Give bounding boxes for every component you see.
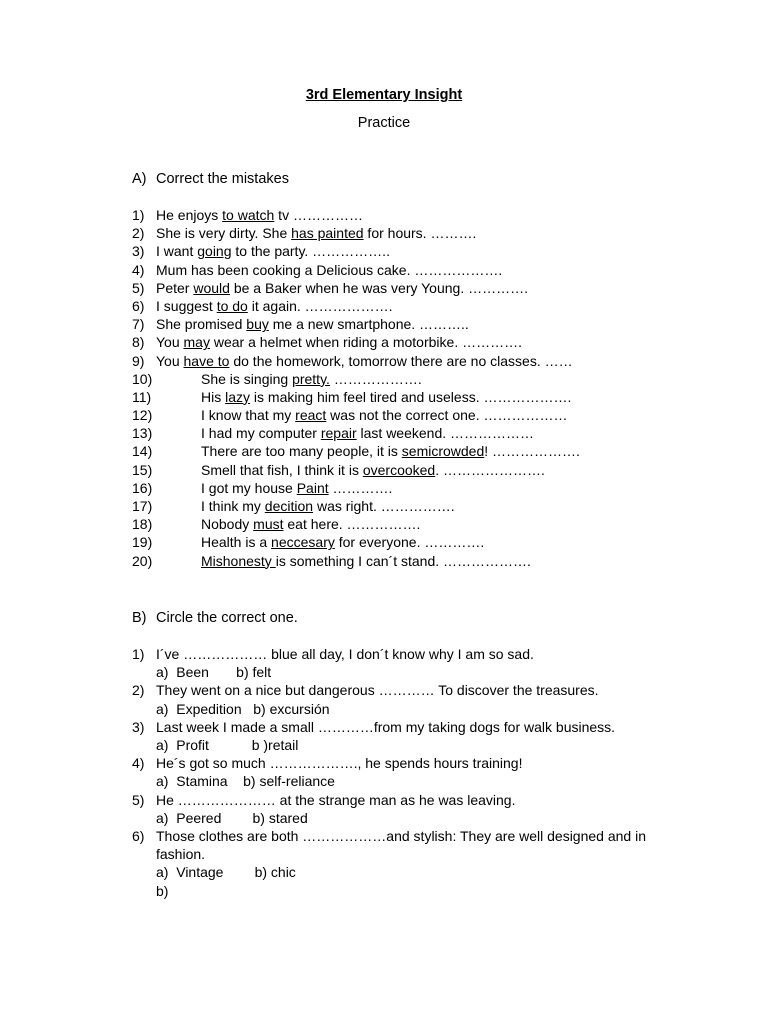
- exercise-a-item: [132, 442, 692, 460]
- item-number: 2): [132, 225, 145, 242]
- item-sentence: [201, 388, 571, 406]
- item-sentence: [156, 279, 528, 297]
- item-number: 14): [132, 443, 153, 460]
- section-a-list: [132, 206, 692, 570]
- exercise-b-item: [132, 791, 672, 809]
- item-sentence: [201, 552, 531, 570]
- item-number: 17): [132, 498, 153, 514]
- question-text: They went on a nice but dangerous ………… To discover the treasures.: [156, 682, 599, 699]
- answer-options: a) Been b) felt: [156, 664, 272, 681]
- underlined-mistake: react: [295, 407, 327, 424]
- underlined-mistake: may: [183, 334, 210, 351]
- item-number: 6): [132, 297, 145, 314]
- sentence-end: me a new smartphone. ………..: [268, 316, 469, 333]
- item-number: 16): [132, 479, 153, 496]
- underlined-mistake: has painted: [291, 225, 364, 242]
- sentence-end: for hours. ……….: [363, 225, 477, 242]
- sentence-start: Peter: [156, 279, 194, 296]
- sentence-start: You: [156, 334, 184, 351]
- sentence-start: I think my: [201, 498, 265, 514]
- underlined-mistake: Mishonesty: [201, 552, 276, 569]
- item-sentence: [156, 352, 573, 370]
- exercise-a-item: [132, 315, 692, 333]
- underlined-mistake: have to: [183, 352, 230, 369]
- item-sentence: [201, 533, 484, 551]
- sentence-end: ………….: [328, 479, 393, 496]
- item-sentence: [201, 442, 580, 460]
- page-subtitle: Practice: [357, 115, 411, 131]
- exercise-a-item: [132, 224, 692, 242]
- item-number: 13): [132, 425, 153, 442]
- sentence-start: Health is a: [201, 534, 272, 551]
- answer-options: a) Peered b) stared: [156, 809, 308, 826]
- sentence-end: is making him feel tired and useless. ……………….: [250, 388, 572, 405]
- underlined-mistake: to watch: [222, 207, 275, 223]
- exercise-a-item: [132, 297, 692, 315]
- section-a-label: A): [132, 171, 147, 187]
- exercise-b-item: [132, 645, 672, 663]
- sentence-start: I want: [156, 243, 198, 260]
- sentence-end: ! ……………….: [484, 443, 580, 460]
- sentence-end: for everyone. ………….: [334, 534, 485, 551]
- sentence-end: last weekend. ………………: [356, 425, 535, 442]
- item-sentence: [156, 224, 476, 242]
- exercise-b-item: [132, 681, 672, 699]
- exercise-a-item: [132, 497, 692, 515]
- item-number: 11): [132, 388, 152, 405]
- exercise-a-item: [132, 479, 692, 497]
- item-number: 2): [132, 682, 145, 699]
- sentence-start: I got my house: [201, 479, 297, 496]
- sentence-end: wear a helmet when riding a motorbike. ………….: [209, 334, 522, 351]
- item-sentence: [201, 479, 392, 497]
- question-text: Last week I made a small …………from my taking dogs for walk business.: [156, 718, 616, 735]
- sentence-end: was not the correct one. ………………: [326, 407, 568, 424]
- sentence-start: She promised: [156, 316, 247, 333]
- sentence-end: it again. ……………….: [247, 297, 393, 314]
- item-number: 7): [132, 316, 145, 333]
- item-sentence: [156, 242, 390, 260]
- item-sentence: [201, 497, 455, 515]
- sentence-start: There are too many people, it is: [201, 443, 402, 460]
- sentence-end: do the homework, tomorrow there are no classes. ……: [229, 352, 573, 369]
- item-number: 18): [132, 516, 153, 533]
- exercise-a-item: [132, 206, 692, 224]
- sentence-end: . ………………….: [435, 461, 545, 478]
- section-b-title: Circle the correct one.: [156, 610, 298, 626]
- exercise-a-item: [132, 533, 692, 551]
- underlined-mistake: semicrowded: [401, 443, 485, 460]
- sentence-start: I suggest: [156, 297, 217, 314]
- item-number: 5): [132, 791, 145, 808]
- underlined-mistake: must: [253, 516, 284, 533]
- underlined-mistake: overcooked: [362, 461, 436, 478]
- item-sentence: [201, 370, 422, 388]
- item-sentence: [156, 333, 522, 351]
- underlined-mistake: lazy: [225, 388, 251, 405]
- sentence-end: was right. …………….: [313, 498, 455, 514]
- sentence-start: I had my computer: [201, 425, 321, 442]
- exercise-a-item: [132, 406, 692, 424]
- item-number: 8): [132, 334, 145, 351]
- underlined-mistake: would: [193, 279, 230, 296]
- section-b-list: [132, 645, 672, 900]
- item-number: 4): [132, 261, 145, 278]
- exercise-a-item: [132, 279, 692, 297]
- item-number: 3): [132, 718, 145, 735]
- exercise-a-item: [132, 333, 692, 351]
- sentence-end: is something I can´t stand. ……………….: [275, 552, 531, 569]
- answer-options: a) Stamina b) self-reliance: [156, 773, 335, 790]
- item-number: 1): [132, 646, 145, 662]
- exercise-a-item: [132, 261, 692, 279]
- sentence-end: tv ……………: [274, 207, 363, 223]
- item-number: 20): [132, 552, 153, 569]
- sentence-end: ……………….: [329, 370, 422, 387]
- exercise-a-item: [132, 388, 692, 406]
- underlined-mistake: to do: [216, 297, 248, 314]
- item-number: 6): [132, 828, 145, 845]
- item-number: 19): [132, 534, 153, 551]
- item-number: 12): [132, 407, 153, 424]
- item-sentence: [201, 424, 534, 442]
- question-text: He´s got so much ………………., he spends hours training!: [156, 755, 523, 772]
- answer-options: a) Profit b )retail: [156, 737, 299, 754]
- item-sentence: [156, 315, 469, 333]
- item-number: 15): [132, 461, 153, 478]
- item-number: 4): [132, 755, 145, 772]
- exercise-a-item: [132, 461, 692, 479]
- underlined-mistake: pretty.: [292, 370, 330, 387]
- exercise-b-item: [132, 754, 672, 772]
- exercise-a-item: [132, 552, 692, 570]
- section-a-heading: [132, 171, 289, 187]
- sentence-start: Nobody: [201, 516, 254, 533]
- question-text: Those clothes are both ………………and stylish: They are well designed and in fashion.: [156, 828, 646, 863]
- page-title: 3rd Elementary Insight: [305, 87, 463, 103]
- item-number: 5): [132, 279, 145, 296]
- underlined-mistake: repair: [320, 425, 357, 442]
- item-number: 10): [132, 370, 153, 387]
- exercise-a-item: [132, 515, 692, 533]
- sentence-start: Mum has been cooking a Delicious cake. ……………….: [156, 261, 503, 278]
- item-sentence: [156, 206, 363, 224]
- item-number: 1): [132, 207, 145, 223]
- sentence-start: You: [156, 352, 184, 369]
- exercise-b-item: [132, 718, 672, 736]
- underlined-mistake: neccesary: [271, 534, 335, 551]
- section-b-heading: [132, 610, 298, 626]
- question-text: I´ve ……………… blue all day, I don´t know why I am so sad.: [156, 646, 534, 662]
- underlined-mistake: Paint: [296, 479, 329, 496]
- exercise-a-item: [132, 352, 692, 370]
- exercise-a-item: [132, 370, 692, 388]
- item-number: 3): [132, 243, 145, 260]
- item-sentence: [201, 406, 567, 424]
- question-text: He ………………… at the strange man as he was leaving.: [156, 791, 516, 808]
- item-sentence: [201, 461, 545, 479]
- sentence-start: Smell that fish, I think it is: [201, 461, 363, 478]
- underlined-mistake: going: [197, 243, 232, 260]
- sentence-start: She is very dirty. She: [156, 225, 292, 242]
- answer-options: a) Expedition b) excursión: [156, 700, 330, 717]
- sentence-end: be a Baker when he was very Young. ………….: [229, 279, 528, 296]
- sentence-end: eat here. …………….: [283, 516, 421, 533]
- sentence-start: She is singing: [201, 370, 293, 387]
- answer-options: a) Vintage b) chic b): [156, 864, 296, 899]
- sentence-start: He enjoys: [156, 207, 223, 223]
- section-b-label: B): [132, 610, 147, 626]
- underlined-mistake: buy: [246, 316, 269, 333]
- sentence-start: I know that my: [201, 407, 296, 424]
- sentence-end: to the party. ……………..: [231, 243, 390, 260]
- item-number: 9): [132, 352, 145, 369]
- sentence-start: His: [201, 388, 226, 405]
- underlined-mistake: decition: [264, 498, 314, 514]
- exercise-b-item: [132, 827, 672, 863]
- exercise-a-item: [132, 424, 692, 442]
- exercise-a-item: [132, 242, 692, 260]
- item-sentence: [156, 261, 502, 279]
- section-a-title: Correct the mistakes: [156, 171, 289, 187]
- item-sentence: [156, 297, 393, 315]
- item-sentence: [201, 515, 420, 533]
